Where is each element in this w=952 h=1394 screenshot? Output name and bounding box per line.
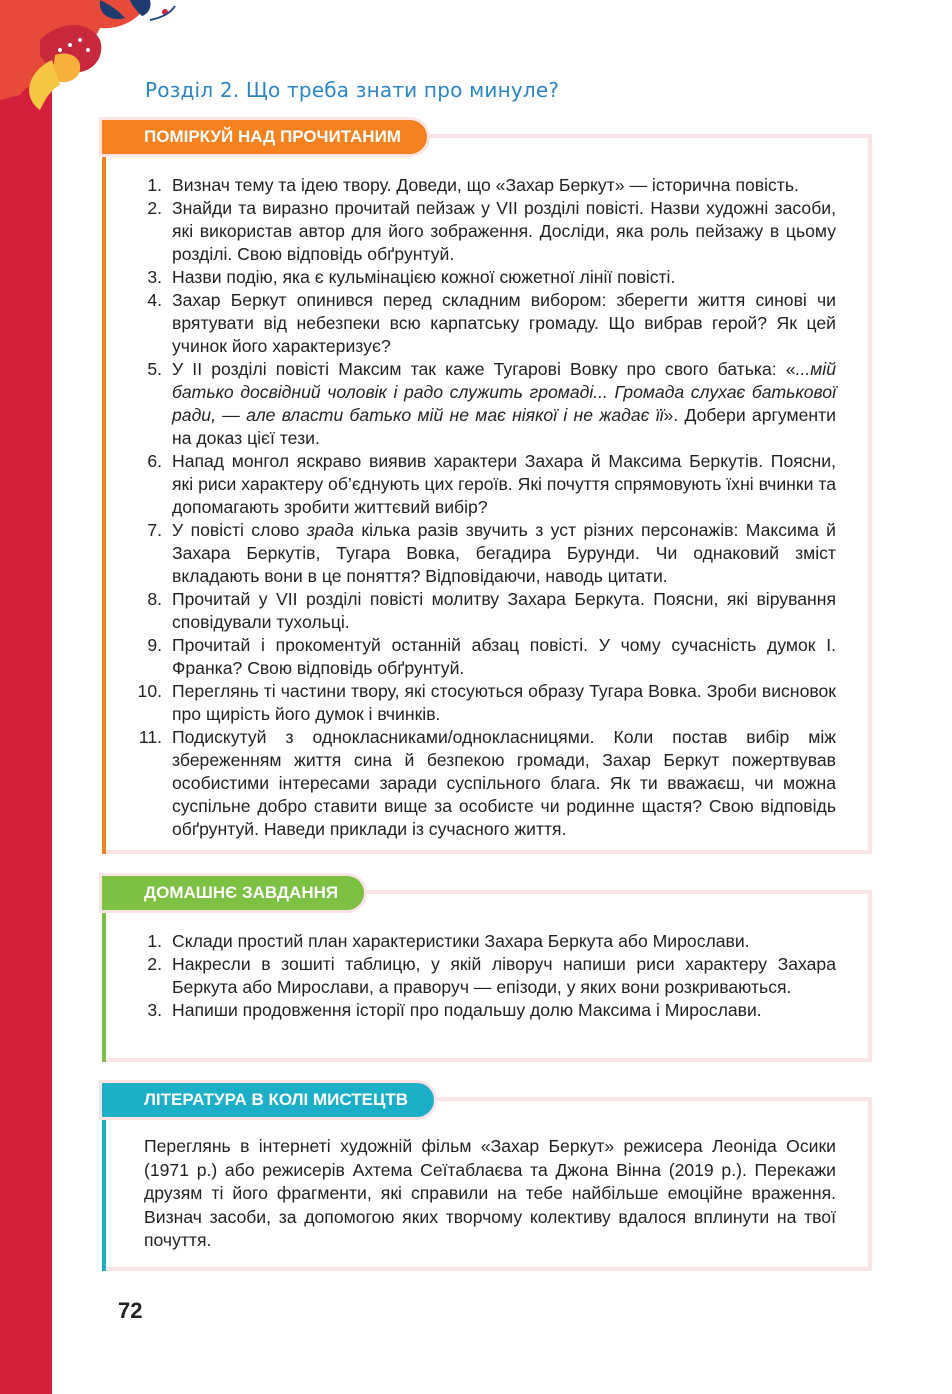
arts-paragraph: Переглянь в інтернеті художній фільм «Захар Беркут» режисера Леоніда Осики (1971 р.) або режисерів Ахтема Сеїтаблаєва та Джона Вінна (2019 р.). Перекажи друзям ті його фрагменти, які справили на тебе найбільше емоційне враження. Визнач засоби, за допомогою яких творчому колективу вдалося вплинути на твої почуття. [144,1136,836,1250]
section-homework-heading: ДОМАШНЄ ЗАВДАННЯ [102,876,364,910]
section-arts-heading: ЛІТЕРАТУРА В КОЛІ МИСТЕЦТВ [102,1083,434,1117]
question-item: 6. Напад монгол яскраво виявив характери Захара й Максима Беркутів. Поясни, які риси характеру об’єднують цих героїв. Які почуття спрямовують їхні вчинки та допомагають зробити життєвий вибір? [147,451,836,517]
question-item: 4. Захар Беркут опинився перед складним вибором: зберегти життя синові чи врятувати від небезпеки всю карпатську громаду. Що вибрав герой? Як цей учинок його характеризує? [147,290,836,356]
question-item: 5. У ІІ розділі повісті Максим так каже Тугарові Вовку про свого батька: «...мій батько досвідний чоловік і радо служить громаді... Громада слухає батькової ради, — але власти батько мій не має ніякої і не жадає її». Добери аргументи на доказ цієї тези. [147,359,836,448]
quote-italic: ...мій батько досвідний чоловік і радо служить громаді... Громада слухає батькової ради, — але власти батько мій не має ніякої і не жадає її [172,359,836,425]
section-reflect [102,120,872,854]
section-arts-accent [102,1097,106,1271]
homework-item: 2. Накресли в зошиті таблицю, у якій ліворуч напиши риси характеру Захара Беркута або Мирослави, а праворуч — епізоди, у яких вони розкриваються. [147,954,836,997]
homework-item: 3. Напиши продовження історії про подальшу долю Максима і Мирослави. [147,1000,762,1020]
homework-item: 1. Склади простий план характеристики Захара Беркута або Мирослави. [147,931,750,951]
word-italic: зрада [306,520,354,540]
section-arts [102,1083,872,1271]
question-item: 2. Знайди та виразно прочитай пейзаж у VII розділі повісті. Назви художні засоби, які використав автор для його зображення. Досліди, яка роль пейзажу в цьому розділі. Свою відповідь обґрунтуй. [147,198,836,264]
question-item: 11. Подискутуй з однокласниками/однокласницями. Коли постав вибір між збереженням життя сина й безпекою громади, Захар Беркут пожертвував особистими інтересами заради суспільного блага. Як ти вважаєш, чи можна суспільне добро ставити вище за особисте чи родинне щастя? Свою відповідь обґрунтуй. Наведи приклади із сучасного життя. [138,727,836,839]
question-item: 10. Переглянь ті частини твору, які стосуються образу Тугара Вовка. Зроби висновок про щирість його думок і вчинків. [137,681,836,724]
question-item: 8. Прочитай у VII розділі повісті молитву Захара Беркута. Поясни, які вірування сповідували тухольці. [147,589,836,632]
section-reflect-heading: ПОМІРКУЙ НАД ПРОЧИТАНИМ [102,120,427,154]
question-list [137,174,836,841]
chapter-title: Розділ 2. Що треба знати про минуле? [145,78,560,102]
page-number: 72 [118,1298,143,1323]
question-item: 3. Назви подію, яка є кульмінацією кожної сюжетної лінії повісті. [147,267,676,287]
section-homework [102,876,872,1062]
question-item: 7. У повісті слово зрада кілька разів звучить з уст різних персонажів: Максима й Захара Беркутів, Тугара Вовка, бегадира Бурунди. Чи однаковий зміст вкладають вони в це поняття? Відповідаючи, наводь цитати. [147,520,836,586]
section-reflect-accent [102,134,106,854]
homework-list [144,930,836,1022]
left-color-band [0,0,52,1394]
question-item: 1. Визнач тему та ідею твору. Доведи, що «Захар Беркут» — історична повість. [147,175,799,195]
section-homework-accent [102,890,106,1062]
decorative-illustration [0,0,200,140]
question-item: 9. Прочитай і прокоментуй останній абзац повісті. У чому сучасність думок І. Франка? Свою відповідь обґрунтуй. [147,635,836,678]
